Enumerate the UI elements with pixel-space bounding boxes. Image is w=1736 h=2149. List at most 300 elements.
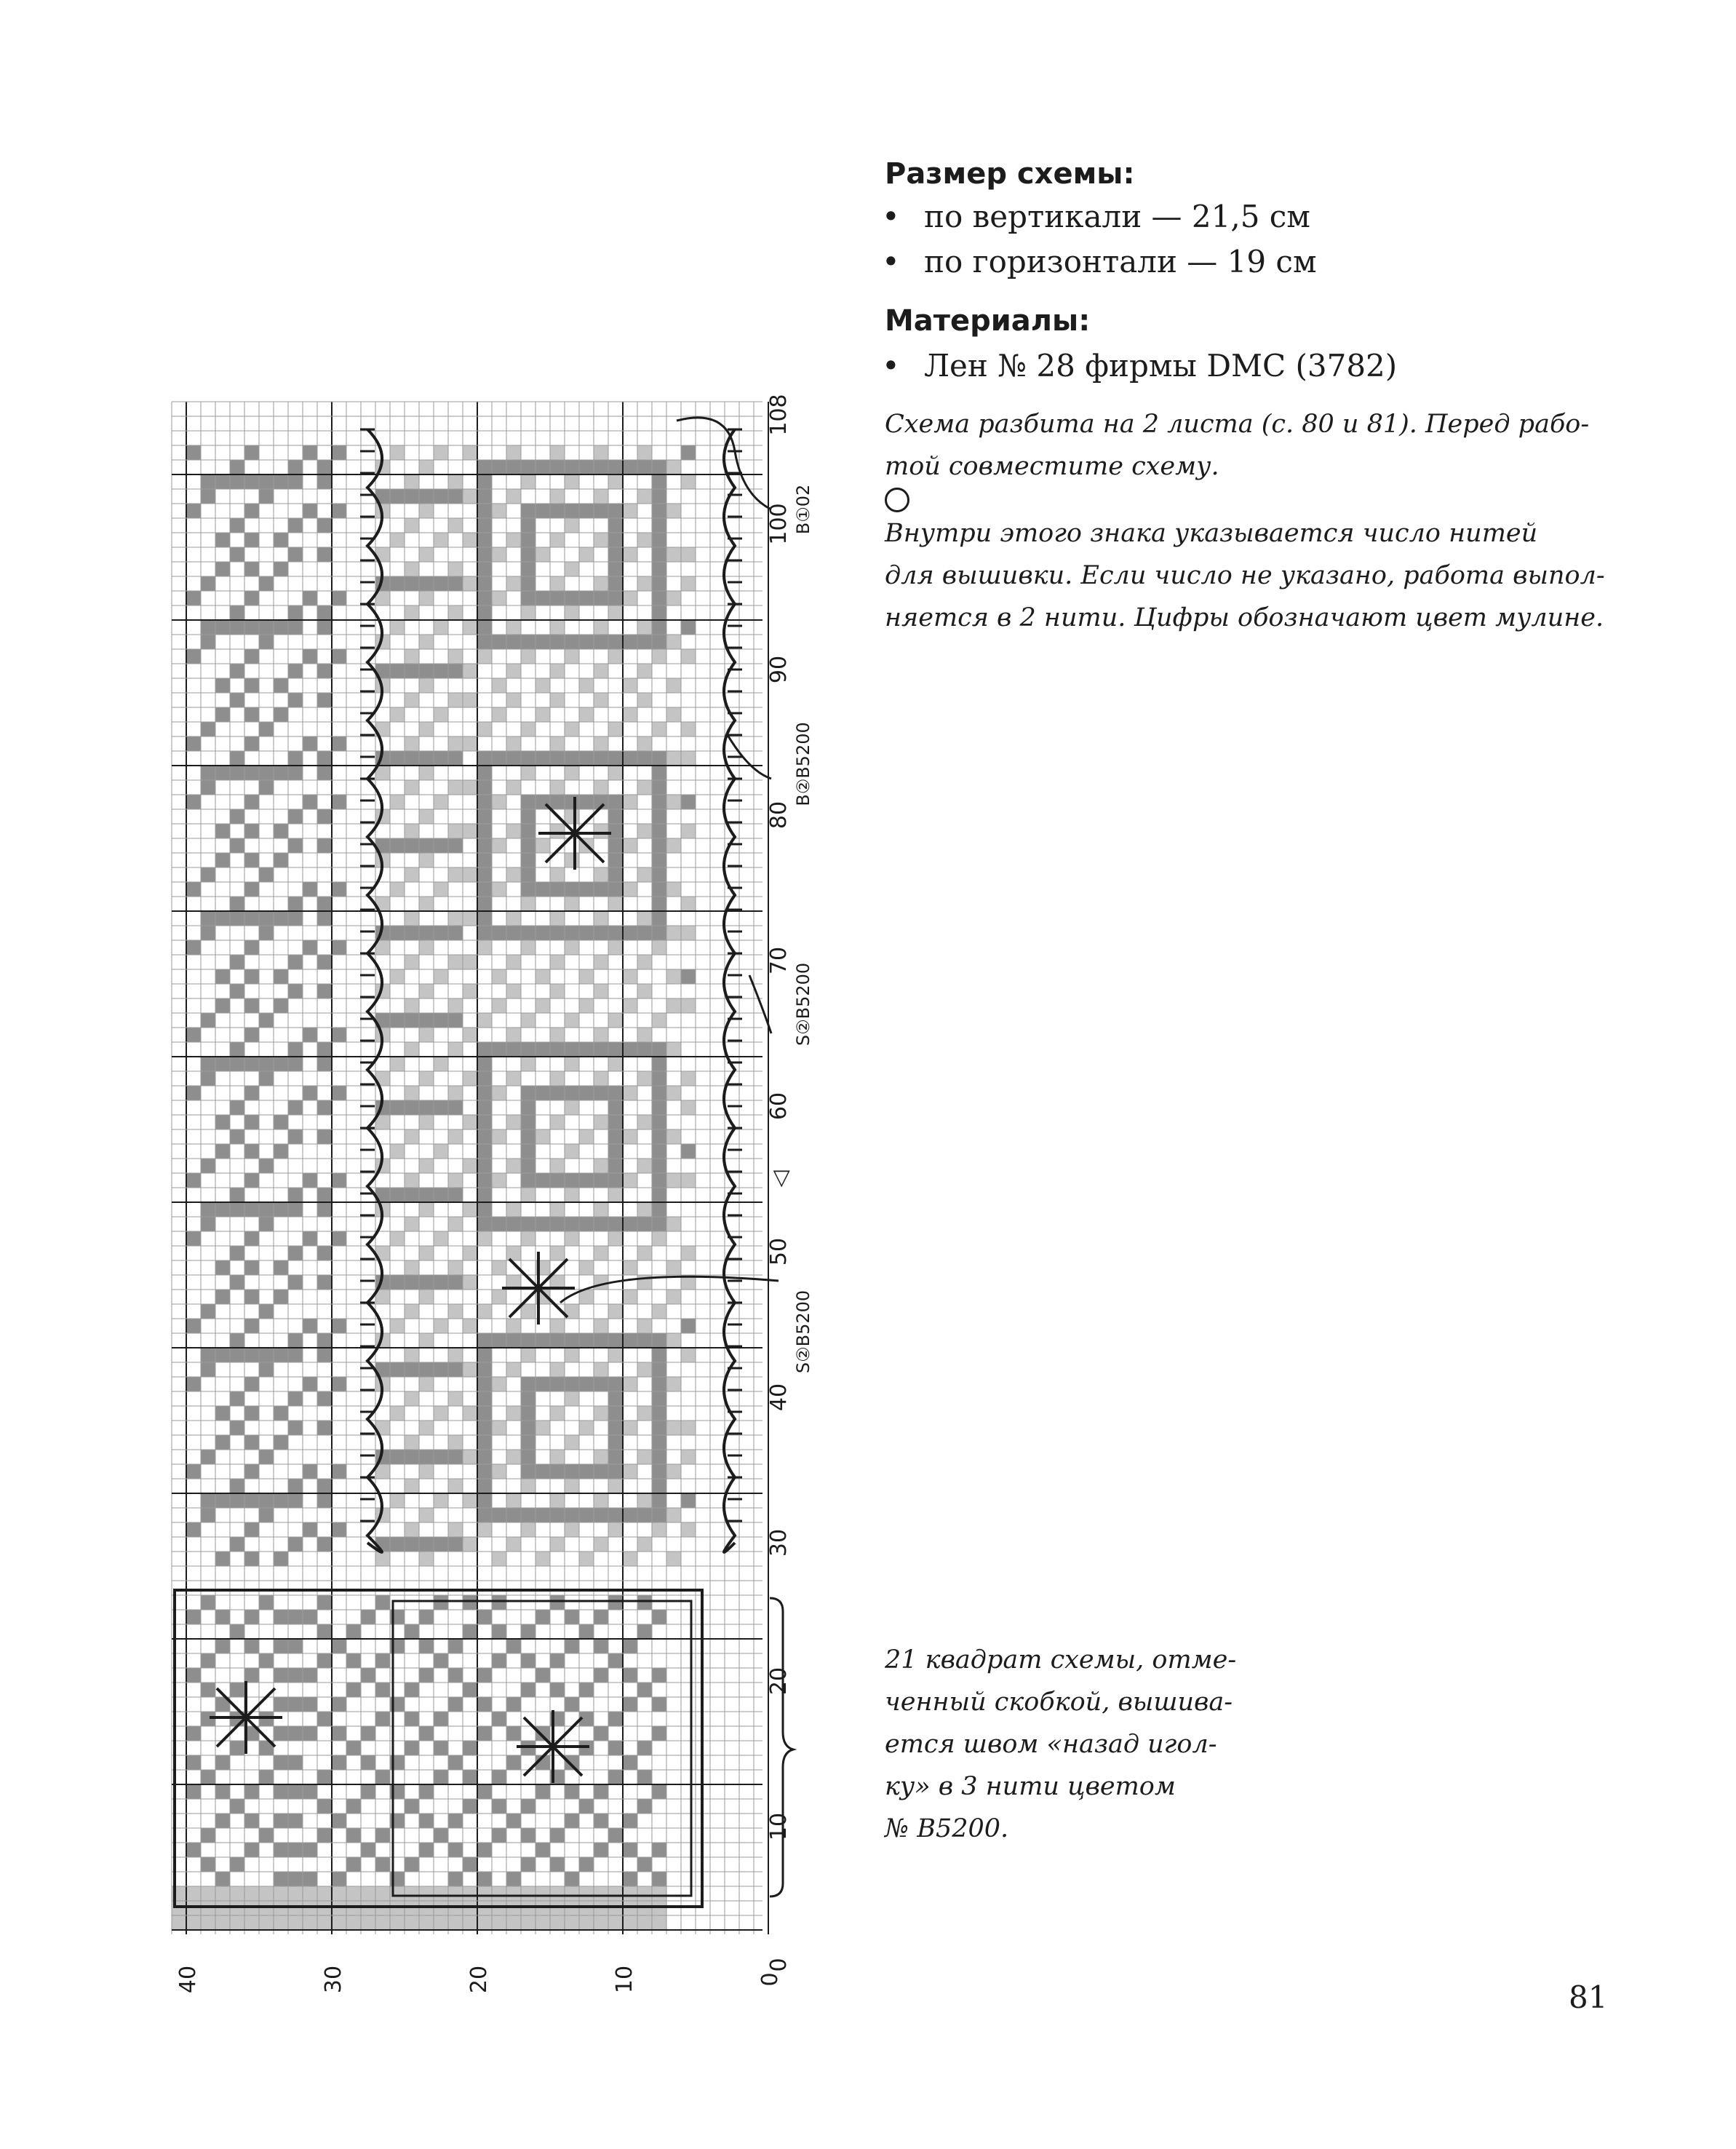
chart-cell <box>405 1624 419 1639</box>
chart-cell <box>259 1362 274 1377</box>
chart-cell <box>405 1683 419 1697</box>
chart-cell <box>506 1493 521 1508</box>
chart-cell <box>274 1639 288 1653</box>
chart-cell <box>477 1129 492 1144</box>
chart-cell <box>346 1799 361 1814</box>
chart-cell <box>652 1435 666 1450</box>
chart-cell <box>579 926 594 940</box>
chart-cell <box>390 1319 405 1333</box>
chart-cell <box>521 1188 535 1202</box>
chart-cell <box>521 533 535 547</box>
chart-cell <box>375 1770 390 1784</box>
chart-cell <box>550 1406 565 1421</box>
chart-cell <box>652 460 666 474</box>
chart-cell <box>186 795 201 809</box>
chart-cell <box>666 1173 681 1188</box>
chart-cell <box>492 1508 506 1522</box>
chart-cell <box>332 1726 346 1741</box>
chart-cell <box>477 489 492 504</box>
chart-cell <box>201 1886 215 1901</box>
chart-cell <box>230 1348 244 1362</box>
chart-cell <box>390 1450 405 1464</box>
chart-cell <box>390 795 405 809</box>
chart-cell <box>477 460 492 474</box>
chart-cell <box>623 1814 637 1828</box>
chart-cell <box>317 1770 332 1784</box>
chart-cell <box>288 1129 303 1144</box>
chart-cell <box>623 1129 637 1144</box>
chart-cell <box>506 620 521 635</box>
chart-cell <box>259 1450 274 1464</box>
chart-cell <box>652 605 666 620</box>
chart-cell <box>346 1741 361 1755</box>
chart-cell <box>652 882 666 897</box>
chart-cell <box>288 751 303 766</box>
thread-annotation: S②B5200 <box>793 962 813 1046</box>
chart-cell <box>288 1202 303 1217</box>
chart-cell <box>244 1668 259 1683</box>
chart-cell <box>594 751 608 766</box>
chart-cell <box>652 1129 666 1144</box>
chart-cell <box>535 1552 550 1566</box>
chart-cell <box>594 664 608 678</box>
chart-cell <box>579 1377 594 1391</box>
chart-cell <box>681 969 696 984</box>
chart-cell <box>215 707 230 722</box>
chart-cell <box>230 1275 244 1290</box>
chart-cell <box>594 1319 608 1333</box>
chart-cell <box>230 605 244 620</box>
chart-cell <box>332 445 346 460</box>
chart-cell <box>244 766 259 780</box>
chart-cell <box>550 1246 565 1260</box>
chart-cell <box>332 1319 346 1333</box>
chart-cell <box>201 1348 215 1362</box>
chart-cell <box>521 1464 535 1479</box>
chart-cell <box>274 707 288 722</box>
chart-cell <box>215 1552 230 1566</box>
chart-cell <box>594 1610 608 1624</box>
chart-cell <box>303 1610 317 1624</box>
chart-cell <box>535 1508 550 1522</box>
chart-cell <box>492 1712 506 1726</box>
chart-cell <box>477 1493 492 1508</box>
chart-cell <box>652 1479 666 1493</box>
chart-cell <box>448 1668 463 1683</box>
chart-cell <box>259 1071 274 1086</box>
chart-cell <box>463 1493 477 1508</box>
chart-cell <box>550 693 565 707</box>
chart-cell <box>390 1013 405 1028</box>
chart-cell <box>492 1799 506 1814</box>
chart-cell <box>579 998 594 1013</box>
chart-cell <box>230 1246 244 1260</box>
chart-cell <box>521 940 535 955</box>
chart-cell <box>244 1202 259 1217</box>
chart-cell <box>666 1421 681 1435</box>
chart-cell <box>535 1915 550 1930</box>
chart-cell <box>215 1814 230 1828</box>
chart-cell <box>579 751 594 766</box>
chart-cell <box>608 1100 623 1115</box>
chart-cell <box>317 1828 332 1843</box>
chart-cell <box>623 1290 637 1304</box>
chart-cell <box>463 1915 477 1930</box>
chart-cell <box>535 1610 550 1624</box>
chart-cell <box>594 1668 608 1683</box>
chart-cell <box>361 1610 375 1624</box>
chart-cell <box>477 838 492 853</box>
chart-cell <box>608 1391 623 1406</box>
chart-cell <box>419 1726 434 1741</box>
chart-cell <box>274 620 288 635</box>
chart-cell <box>201 867 215 882</box>
chart-cell <box>448 998 463 1013</box>
chart-cell <box>405 1275 419 1290</box>
chart-cell <box>201 766 215 780</box>
chart-cell <box>535 635 550 649</box>
chart-cell <box>506 533 521 547</box>
chart-cell <box>521 1406 535 1421</box>
chart-cell <box>492 504 506 518</box>
chart-cell <box>405 1013 419 1028</box>
chart-cell <box>608 474 623 489</box>
chart-cell <box>419 1610 434 1624</box>
chart-cell <box>244 853 259 867</box>
chart-cell <box>288 766 303 780</box>
chart-cell <box>288 693 303 707</box>
chart-cell <box>565 1508 579 1522</box>
chart-cell <box>506 489 521 504</box>
chart-cell <box>434 1828 448 1843</box>
chart-cell <box>594 1159 608 1173</box>
chart-cell <box>550 795 565 809</box>
chart-cell <box>274 562 288 576</box>
chart-cell <box>477 897 492 911</box>
chart-cell <box>608 1377 623 1391</box>
chart-cell <box>506 1159 521 1173</box>
chart-cell <box>448 1450 463 1464</box>
chart-cell <box>230 1741 244 1755</box>
chart-cell <box>521 867 535 882</box>
chart-cell <box>448 1843 463 1857</box>
chart-cell <box>434 969 448 984</box>
chart-cell <box>434 1450 448 1464</box>
chart-cell <box>230 766 244 780</box>
chart-cell <box>317 1537 332 1552</box>
chart-cell <box>448 1304 463 1319</box>
chart-cell <box>681 620 696 635</box>
chart-cell <box>390 882 405 897</box>
chart-cell <box>390 1362 405 1377</box>
chart-cell <box>594 1173 608 1188</box>
chart-cell <box>521 1217 535 1231</box>
chart-cell <box>317 1348 332 1362</box>
chart-cell <box>550 1319 565 1333</box>
chart-cell <box>259 1159 274 1173</box>
chart-cell <box>215 1115 230 1129</box>
chart-cell <box>594 591 608 605</box>
chart-cell <box>506 1362 521 1377</box>
chart-cell <box>419 1915 434 1930</box>
chart-cell <box>608 1115 623 1129</box>
chart-cell <box>448 576 463 591</box>
chart-cell <box>637 911 652 926</box>
chart-cell <box>666 504 681 518</box>
chart-cell <box>230 1333 244 1348</box>
chart-cell <box>637 533 652 547</box>
chart-cell <box>463 533 477 547</box>
chart-cell <box>565 1639 579 1653</box>
chart-cell <box>390 489 405 504</box>
chart-cell <box>274 1814 288 1828</box>
chart-cell <box>623 1639 637 1653</box>
chart-cell <box>434 1188 448 1202</box>
chart-cell <box>477 635 492 649</box>
chart-cell <box>652 1086 666 1100</box>
materials-heading: Материалы: <box>885 304 1091 338</box>
chart-cell <box>448 1173 463 1188</box>
chart-cell <box>259 1348 274 1362</box>
chart-cell <box>521 1042 535 1057</box>
chart-cell <box>506 1814 521 1828</box>
chart-cell <box>201 1159 215 1173</box>
chart-cell <box>463 1537 477 1552</box>
chart-cell <box>288 1421 303 1435</box>
column-axis-label: 40 <box>175 1965 201 1994</box>
chart-cell <box>637 460 652 474</box>
chart-cell <box>535 1726 550 1741</box>
chart-cell <box>390 664 405 678</box>
chart-cell <box>506 1639 521 1653</box>
note-line: няется в 2 нити. Цифры обозначают цвет мулине. <box>885 603 1604 632</box>
chart-cell <box>419 1028 434 1042</box>
chart-cell <box>594 984 608 998</box>
chart-cell <box>652 1843 666 1857</box>
chart-cell <box>244 1493 259 1508</box>
chart-cell <box>477 1231 492 1246</box>
chart-cell <box>434 1013 448 1028</box>
chart-cell <box>594 926 608 940</box>
chart-cell <box>535 504 550 518</box>
chart-cell <box>550 1115 565 1129</box>
chart-cell <box>477 751 492 766</box>
chart-cell <box>419 1421 434 1435</box>
chart-cell <box>565 1464 579 1479</box>
chart-cell <box>419 489 434 504</box>
chart-cell <box>681 474 696 489</box>
chart-cell <box>448 649 463 664</box>
chart-cell <box>419 664 434 678</box>
chart-cell <box>623 1755 637 1770</box>
chart-cell <box>652 1333 666 1348</box>
chart-cell <box>332 1173 346 1188</box>
chart-cell <box>317 897 332 911</box>
chart-cell <box>565 1377 579 1391</box>
chart-cell <box>681 998 696 1013</box>
chart-cell <box>594 736 608 751</box>
chart-cell <box>244 1435 259 1450</box>
chart-cell <box>434 926 448 940</box>
chart-cell <box>681 751 696 766</box>
chart-cell <box>608 1712 623 1726</box>
chart-cell <box>303 1086 317 1100</box>
chart-cell <box>637 1683 652 1697</box>
chart-cell <box>434 664 448 678</box>
chart-cell <box>419 1290 434 1304</box>
chart-cell <box>317 1595 332 1610</box>
chart-cell <box>201 1071 215 1086</box>
chart-cell <box>681 1071 696 1086</box>
chart-cell <box>492 678 506 693</box>
chart-cell <box>463 664 477 678</box>
chart-cell <box>186 736 201 751</box>
chart-cell <box>332 1915 346 1930</box>
chart-cell <box>550 911 565 926</box>
chart-cell <box>492 460 506 474</box>
chart-cell <box>186 1028 201 1042</box>
chart-cell <box>666 547 681 562</box>
chart-cell <box>434 576 448 591</box>
chart-cell <box>201 1217 215 1231</box>
footnote-line: 21 квадрат схемы, отме- <box>885 1645 1237 1675</box>
chart-cell <box>565 809 579 824</box>
row-axis-label: 50 <box>766 1237 792 1266</box>
chart-cell <box>492 751 506 766</box>
chart-cell <box>565 518 579 533</box>
chart-cell <box>186 1319 201 1333</box>
chart-cell <box>186 1377 201 1391</box>
chart-cell <box>317 911 332 926</box>
chart-cell <box>565 562 579 576</box>
chart-cell <box>594 1915 608 1930</box>
chart-cell <box>434 1770 448 1784</box>
chart-cell <box>303 445 317 460</box>
chart-cell <box>535 1421 550 1435</box>
chart-cell <box>477 1668 492 1683</box>
chart-cell <box>434 1741 448 1755</box>
chart-cell <box>521 1100 535 1115</box>
chart-cell <box>535 591 550 605</box>
chart-cell <box>201 620 215 635</box>
chart-cell <box>477 1450 492 1464</box>
chart-cell <box>419 1552 434 1566</box>
chart-cell <box>535 1086 550 1100</box>
chart-cell <box>550 489 565 504</box>
chart-cell <box>201 1595 215 1610</box>
chart-cell <box>666 1552 681 1566</box>
chart-cell <box>681 795 696 809</box>
chart-cell <box>419 1246 434 1260</box>
chart-cell <box>492 635 506 649</box>
chart-cell <box>332 1814 346 1828</box>
chart-cell <box>652 853 666 867</box>
chart-cell <box>477 1159 492 1173</box>
chart-cell <box>405 1537 419 1552</box>
chart-cell <box>521 1450 535 1464</box>
chart-cell <box>463 1159 477 1173</box>
chart-cell <box>244 1639 259 1653</box>
chart-cell <box>259 1493 274 1508</box>
chart-cell <box>521 1653 535 1668</box>
chart-cell <box>565 1697 579 1712</box>
chart-cell <box>259 911 274 926</box>
chart-cell <box>521 547 535 562</box>
chart-cell <box>492 1129 506 1144</box>
chart-cell <box>244 1319 259 1333</box>
chart-cell <box>215 1144 230 1159</box>
chart-cell <box>303 649 317 664</box>
chart-cell <box>594 1843 608 1857</box>
chart-cell <box>535 1843 550 1857</box>
chart-cell <box>521 838 535 853</box>
chart-cell <box>594 504 608 518</box>
chart-cell <box>288 1726 303 1741</box>
chart-cell <box>448 1100 463 1115</box>
chart-cell <box>405 911 419 926</box>
chart-cell <box>303 940 317 955</box>
chart-cell <box>608 1348 623 1362</box>
chart-cell <box>550 955 565 969</box>
circle-icon <box>885 488 909 512</box>
row-axis-label: 40 <box>766 1383 792 1412</box>
chart-cell <box>390 1406 405 1421</box>
chart-cell <box>608 809 623 824</box>
chart-cell <box>303 1872 317 1886</box>
chart-cell <box>477 780 492 795</box>
chart-cell <box>652 1377 666 1391</box>
chart-cell <box>681 824 696 838</box>
chart-cell <box>303 1377 317 1391</box>
chart-cell <box>419 809 434 824</box>
chart-cell <box>274 1057 288 1071</box>
chart-cell <box>521 1522 535 1537</box>
chart-cell <box>230 460 244 474</box>
chart-cell <box>405 518 419 533</box>
chart-cell <box>477 926 492 940</box>
chart-cell <box>317 1479 332 1493</box>
chart-cell <box>215 474 230 489</box>
chart-cell <box>419 897 434 911</box>
chart-cell <box>652 1202 666 1217</box>
chart-cell <box>463 489 477 504</box>
chart-cell <box>594 460 608 474</box>
chart-cell <box>506 576 521 591</box>
chart-cell <box>332 1231 346 1246</box>
chart-cell <box>230 1202 244 1217</box>
chart-cell <box>463 693 477 707</box>
chart-cell <box>259 576 274 591</box>
chart-cell <box>608 795 623 809</box>
chart-cell <box>375 1857 390 1872</box>
chart-cell <box>332 1639 346 1653</box>
chart-cell <box>579 795 594 809</box>
chart-cell <box>637 1406 652 1421</box>
chart-cell <box>375 1828 390 1843</box>
chart-cell <box>405 576 419 591</box>
chart-cell <box>565 926 579 940</box>
chart-cell <box>492 1086 506 1100</box>
chart-cell <box>201 489 215 504</box>
chart-cell <box>244 649 259 664</box>
chart-cell <box>521 766 535 780</box>
chart-cell <box>652 1159 666 1173</box>
chart-cell <box>201 1915 215 1930</box>
chart-cell <box>594 955 608 969</box>
chart-cell <box>361 1726 375 1741</box>
chart-cell <box>681 1450 696 1464</box>
chart-cell <box>259 867 274 882</box>
